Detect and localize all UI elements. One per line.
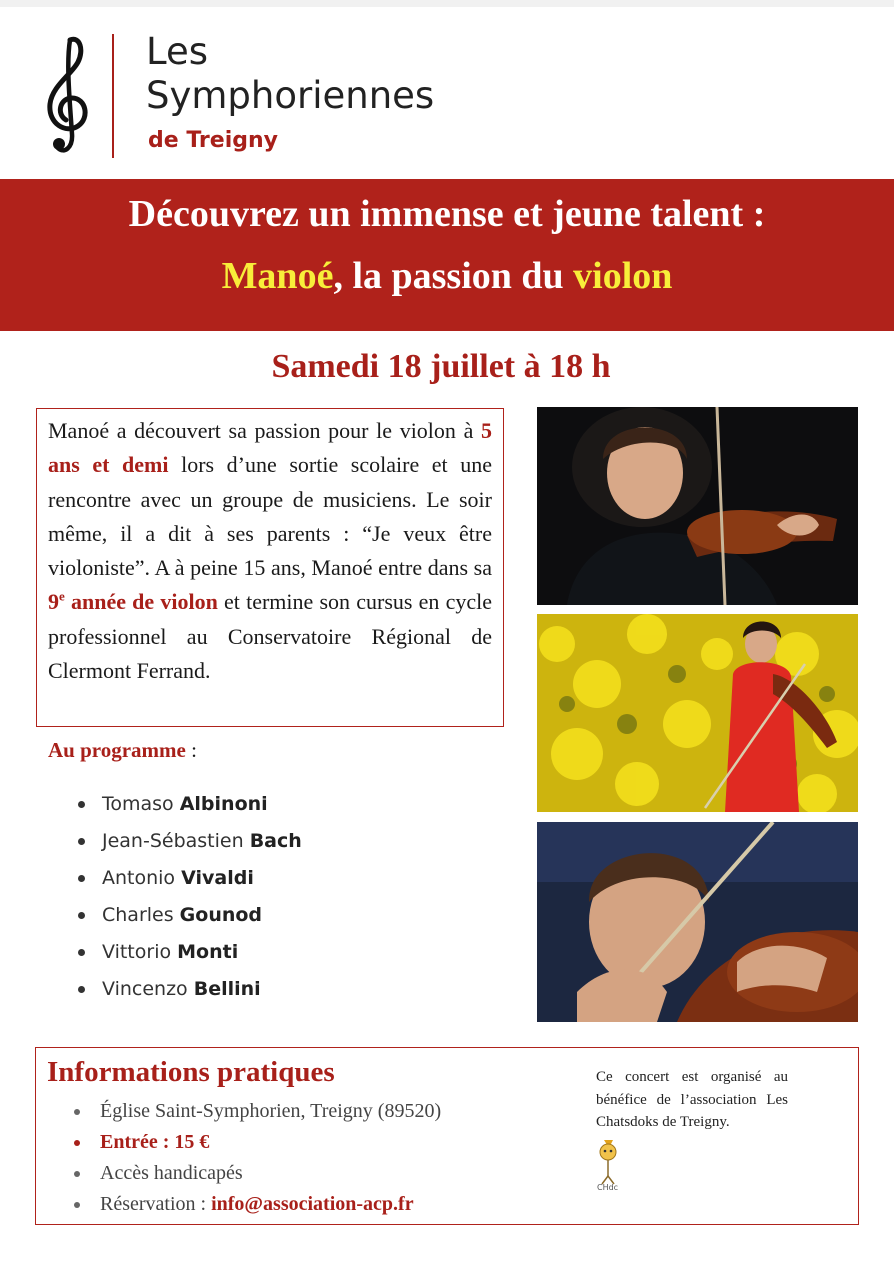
program-item [78,786,302,823]
banner-headline: Découvrez un immense et jeune talent : [128,193,766,235]
intro-highlight-age: 5 ans et demi [48,418,492,478]
logo-line-symphoriennes: Symphoriennes [146,74,435,117]
composer-last: Monti [177,941,239,963]
intro-highlight-year [48,589,218,614]
intro-part: lors d’une sortie scolaire et une rencontre avec un groupe de musiciens. Le soir même, il a dit à ses parents : “Je veux être violoniste”. A à peine 15 ans, Manoé entre dans sa [48,452,493,581]
banner-instrument: violon [573,255,673,297]
info-accessibility: Accès handicapés [74,1158,441,1189]
composer-last: Gounod [179,904,263,926]
photo-violinist-flowers [537,614,858,812]
intro-part: et termine son cursus en cycle professionnel au Conservatoire Régional de Clermont Ferrand. [48,589,492,684]
treble-clef-icon [40,34,96,158]
composer-first: Vincenzo [102,978,194,1000]
program-colon: : [185,738,197,762]
program-title: Au programme [48,738,186,762]
program-item [78,971,302,1008]
banner-subheadline [0,250,894,302]
banner-name: Manoé [221,255,334,297]
program-item [78,897,302,934]
year-text: année de violon [64,589,218,615]
reservation-email-link[interactable]: info@association-acp.fr [211,1193,414,1215]
program-list [78,786,302,1008]
photo-violinist-portrait [537,407,858,605]
composer-first: Charles [102,904,180,926]
program-item [78,823,302,860]
info-title: Informations pratiques [47,1056,335,1088]
program-item [78,934,302,971]
composer-first: Antonio [102,867,182,889]
intro-text [48,414,492,688]
logo-line-les: Les [146,30,209,73]
composer-first: Vittorio [102,941,178,963]
top-edge [0,0,894,7]
logo-line-treigny: de Treigny [148,128,278,153]
info-reservation [74,1189,441,1220]
organizer-note: Ce concert est organisé au bénéfice de l’association Les Chatsdoks de Treigny. [596,1069,788,1130]
composer-last: Bellini [193,978,261,1000]
chatsdoks-mascot-icon [596,1136,636,1192]
photo-violinist-closeup [537,822,858,1022]
program-heading [48,738,197,763]
composer-first: Jean-Sébastien [102,830,250,852]
info-entry-price: Entrée : 15 € [74,1127,441,1158]
year-suffix: e [59,589,65,605]
year-number: 9 [48,589,59,615]
composer-last: Albinoni [179,793,268,815]
reservation-label: Réservation : [100,1193,212,1215]
banner-text: , la passion du [333,255,574,297]
composer-last: Vivaldi [181,867,254,889]
program-item [78,860,302,897]
intro-part: Manoé a découvert sa passion pour le violon à [48,418,481,443]
concert-date: Samedi 18 juillet à 18 h [271,348,611,385]
info-venue: Église Saint-Symphorien, Treigny (89520) [74,1096,441,1127]
composer-first: Tomaso [102,793,180,815]
composer-last: Bach [249,830,302,852]
svg-text:CHdc: CHdc [597,1183,619,1192]
info-list [74,1096,441,1220]
logo-divider [112,34,114,158]
